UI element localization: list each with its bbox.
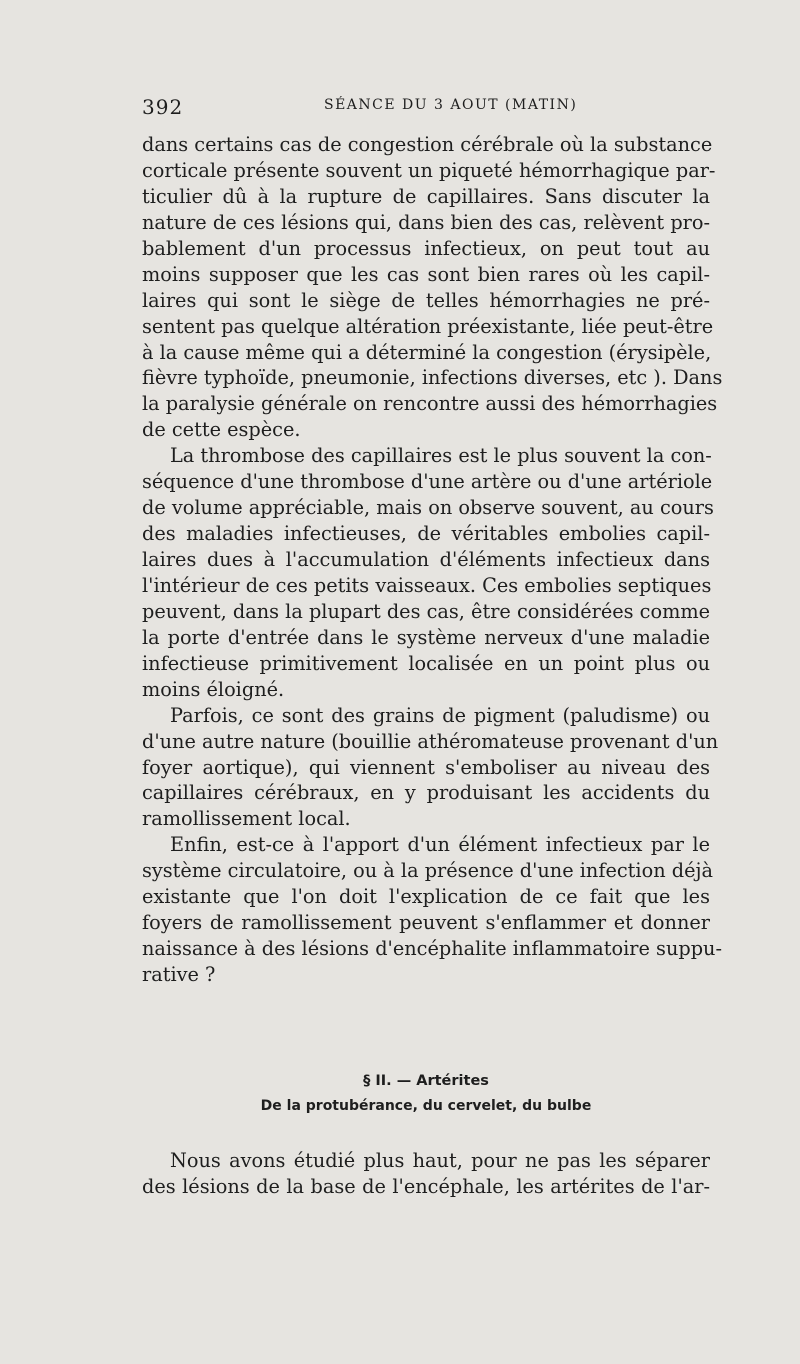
- section-body-text: [142, 1148, 710, 1200]
- text-line: laires dues à l'accumulation d'éléments infectieux dans: [142, 548, 710, 571]
- paragraph-end-line: moins éloigné.: [142, 677, 285, 701]
- text-line: bablement d'un processus infectieux, on peut tout au: [142, 236, 710, 260]
- text-line: dans certains cas de congestion cérébrale où la substance: [142, 133, 713, 156]
- text-line: sentent pas quelque altération préexistante, liée peut-être: [142, 314, 714, 338]
- text-line: fièvre typhoïde, pneumonie, infections diverses, etc ). Dans: [142, 366, 723, 390]
- text-line: foyers de ramollissement peuvent s'enflammer et donner: [142, 911, 710, 935]
- section-heading: [142, 1068, 710, 1118]
- section-subtitle: De la protubérance, du cervelet, du bulbe: [260, 1098, 592, 1114]
- paragraph-end-line: de cette espèce.: [142, 418, 301, 442]
- text-line: peuvent, dans la plupart des cas, être considérées comme: [142, 599, 711, 623]
- text-line: nature de ces lésions qui, dans bien des cas, relèvent pro-: [142, 210, 710, 234]
- text-line: existante que l'on doit l'explication de ce fait que les: [142, 885, 710, 909]
- text-line: naissance à des lésions d'encéphalite inflammatoire suppu-: [142, 937, 722, 961]
- section-title: § II. — Artérites: [363, 1073, 489, 1089]
- text-line: de volume appréciable, mais on observe souvent, au cours: [142, 496, 714, 520]
- text-line: système circulatoire, ou à la présence d'une infection déjà: [142, 859, 713, 883]
- text-line: ticulier dû à la rupture de capillaires. Sans discuter la: [142, 184, 710, 208]
- paragraph-first-line: Parfois, ce sont des grains de pigment (paludisme) ou: [170, 703, 710, 727]
- text-line: moins supposer que les cas sont bien rares où les capil-: [142, 262, 710, 286]
- page-header: [142, 95, 702, 123]
- text-line: des maladies infectieuses, de véritables embolies capil-: [142, 522, 710, 546]
- text-line: foyer aortique), qui viennent s'emboliser au niveau des: [142, 755, 710, 779]
- paragraph-first-line: La thrombose des capillaires est le plus souvent la con-: [170, 444, 712, 468]
- paragraph-end-line: rative ?: [142, 963, 216, 986]
- text-line: infectieuse primitivement localisée en un point plus ou: [142, 651, 710, 675]
- paragraph-end-line: ramollissement local.: [142, 807, 351, 831]
- text-line: corticale présente souvent un piqueté hémorrhagique par-: [142, 158, 716, 182]
- paragraph-first-line: Enfin, est-ce à l'apport d'un élément infectieux par le: [170, 833, 710, 857]
- text-line: l'intérieur de ces petits vaisseaux. Ces embolies septiques: [142, 573, 712, 597]
- text-line: à la cause même qui a déterminé la congestion (érysipèle,: [142, 340, 712, 364]
- text-line: d'une autre nature (bouillie athéromateuse provenant d'un: [142, 729, 719, 753]
- text-line: capillaires cérébraux, en y produisant les accidents du: [142, 781, 710, 805]
- text-line: laires qui sont le siège de telles hémorrhagies ne pré-: [142, 288, 710, 312]
- text-line: la paralysie générale on rencontre aussi des hémorrhagies: [142, 392, 718, 416]
- text-line: la porte d'entrée dans le système nerveux d'une maladie: [142, 625, 710, 649]
- paragraph-first-line: Nous avons étudié plus haut, pour ne pas les séparer: [170, 1149, 710, 1172]
- body-text: [142, 132, 723, 988]
- text-line: séquence d'une thrombose d'une artère ou d'une artériole: [142, 470, 713, 494]
- page-number: 392: [142, 95, 184, 119]
- running-title: SÉANCE DU 3 AOUT (MATIN): [324, 97, 578, 113]
- text-line: des lésions de la base de l'encéphale, les artérites de l'ar-: [142, 1174, 710, 1198]
